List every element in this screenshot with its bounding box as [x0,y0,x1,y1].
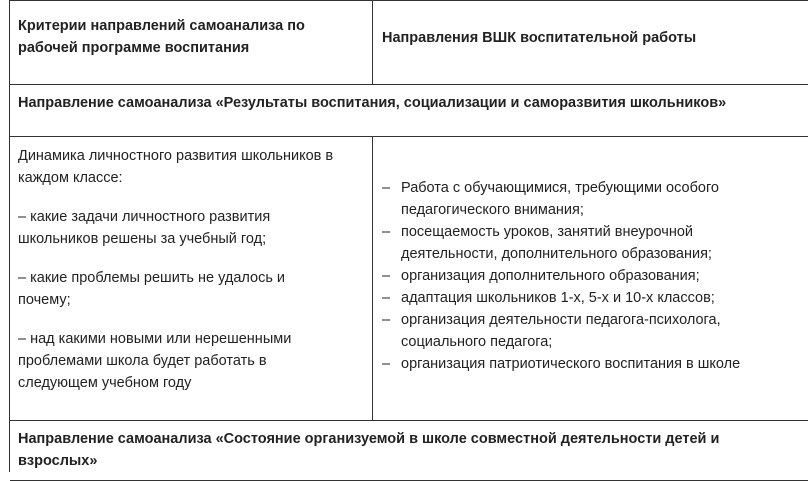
list-item [382,309,781,353]
criteria-item: – над какими новыми или нерешенными проблемами школа будет работать в следующем учебном году [18,331,292,391]
section-joint-activity-title: Направление самоанализа «Состояние организуемой в школе совместной деятельности детей и взрослых» [18,431,720,469]
dash-bullet: – [382,290,391,306]
list-item [382,177,771,221]
list-item [382,287,801,309]
analysis-table [9,0,808,472]
criteria-item: – какие задачи личностного развития школьников решены за учебный год; [18,209,271,247]
header-directions-text: Направления ВШК воспитательной работы [382,30,697,46]
dash-bullet: – [382,224,391,240]
direction-text: организация патриотического воспитания в школе [401,356,741,372]
criteria-cell [10,137,373,421]
directions-cell [373,137,808,421]
direction-text: Работа с обучающимися, требующими особого педагогического внимания; [401,180,719,218]
direction-text: адаптация школьников 1-х, 5-х и 10-х классов; [401,290,715,306]
section-joint-activity-row [10,421,808,481]
directions-list [382,177,808,375]
header-directions-cell [373,1,808,85]
dash-bullet: – [382,356,391,372]
criteria-item: – какие проблемы решить не удалось и почему; [18,270,286,308]
dash-bullet: – [382,180,391,196]
direction-text: посещаемость уроков, занятий внеурочной деятельности, дополнительного образования; [401,224,712,262]
list-item [382,221,771,265]
direction-text: организация деятельности педагога-психолога, социального педагога; [401,312,721,350]
section-results-row [10,85,808,137]
dash-bullet: – [382,312,391,328]
list-item [382,265,801,287]
header-criteria-text: Критерии направлений самоанализа по рабочей программе воспитания [18,18,305,56]
section-results-title: Направление самоанализа «Результаты воспитания, социализации и саморазвития школьников» [18,95,727,111]
list-item [382,353,808,375]
header-criteria-cell [10,1,373,85]
dash-bullet: – [382,268,391,284]
direction-text: организация дополнительного образования; [401,268,700,284]
criteria-intro: Динамика личностного развития школьников в каждом классе: [18,148,334,186]
